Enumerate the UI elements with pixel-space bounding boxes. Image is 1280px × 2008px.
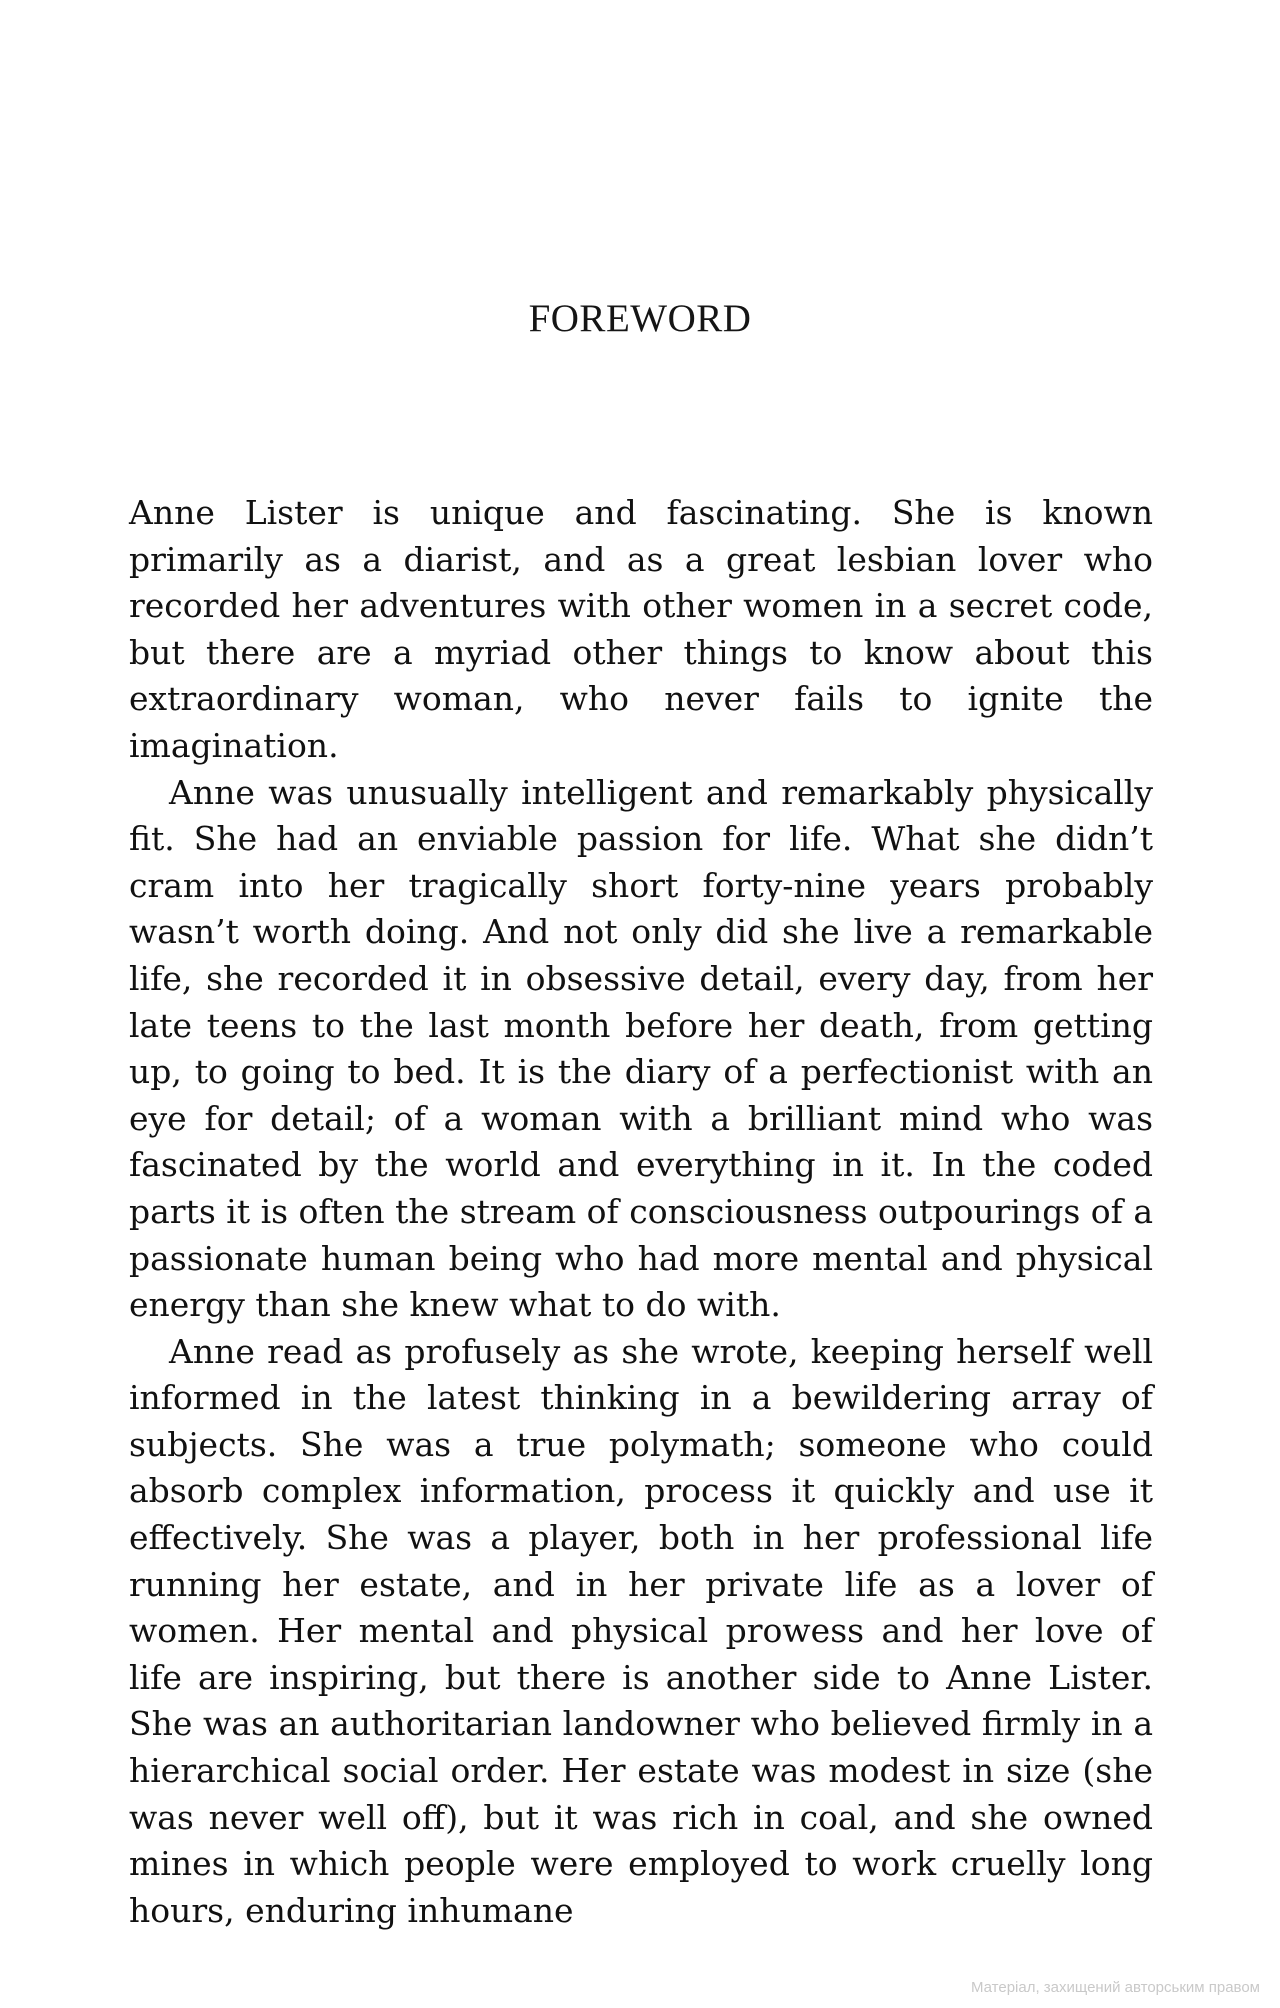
copyright-watermark: Матеріал, захищений авторським правом [970, 1979, 1260, 1996]
paragraph-2: Anne was unusually intelligent and remarkably physically fit. She had an enviable passion for life. What she didn’t cram into her tragically short forty-nine years probably wasn’t worth doing. And not only did she live a remarkable life, she recorded it in obsessive detail, every day, from her late teens to the last month before her death, from getting up, to going to bed. It is the diary of a perfectionist with an eye for detail; of a woman with a brilliant mind who was fascinated by the world and everything in it. In the coded parts it is often the stream of consciousness outpourings of a passionate human being who had more mental and physical energy than she knew what to do with. [129, 772, 1153, 1325]
paragraph-1: Anne Lister is unique and fascinating. She is known primarily as a diarist, and as a great lesbian lover who recorded her adventures with other women in a secret code, but there are a myriad other things to know about this extraordinary woman, who never fails to ignite the imagination. [129, 493, 1153, 765]
body-text [129, 490, 1153, 1934]
chapter-heading: FOREWORD [528, 297, 752, 340]
paragraph-3: Anne read as profusely as she wrote, keeping herself well informed in the latest thinking in a bewildering array of subjects. She was a true polymath; someone who could absorb complex information, process it quickly and use it effectively. She was a player, both in her professional life running her estate, and in her private life as a lover of women. Her mental and physical prowess and her love of life are inspiring, but there is another side to Anne Lister. She was an authoritarian landowner who believed firmly in a hierarchical social order. Her estate was modest in size (she was never well off), but it was rich in coal, and she owned mines in which people were employed to work cruelly long hours, enduring inhumane [129, 1331, 1153, 1930]
